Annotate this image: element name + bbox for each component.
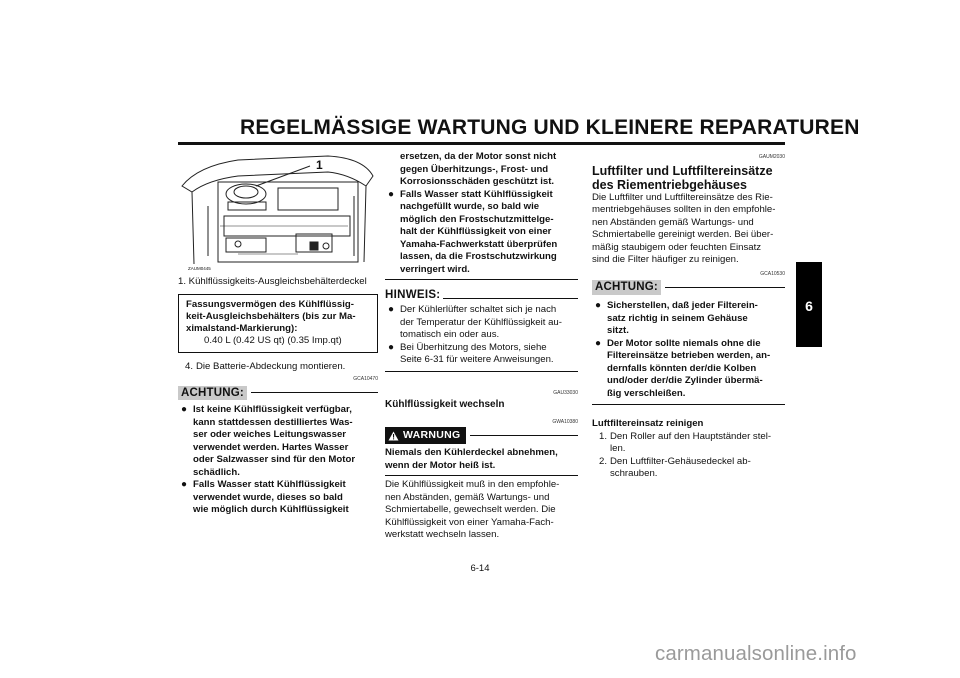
- text-line: Falls Wasser statt Kühlflüssigkeit: [193, 479, 346, 491]
- achtung-code: GCA10470: [353, 375, 378, 382]
- step-2: [592, 456, 785, 481]
- text-line: möglich den Frostschutzmittelge-: [400, 213, 554, 225]
- bullet-dot: ●: [181, 404, 188, 416]
- section-title-line-2: des Riementriebgehäuses: [592, 177, 747, 192]
- bullet-dot: ●: [388, 304, 395, 315]
- text-line: Den Roller auf den Hauptständer stel-: [610, 430, 772, 442]
- header-rule: [178, 142, 785, 145]
- achtung-continuation: [385, 151, 578, 189]
- hinweis-end-rule: [385, 371, 578, 372]
- text-line: Niemals den Kühlerdeckel abnehmen,: [385, 447, 558, 458]
- capacity-title-line-3: ximalstand-Markierung):: [186, 322, 298, 334]
- achtung-end-rule: [592, 404, 785, 405]
- achtung-label: ACHTUNG:: [592, 280, 661, 295]
- bullet-dot: ●: [388, 188, 395, 200]
- capacity-title-line-2: keit-Ausgleichsbehälters (bis zur Ma-: [186, 310, 356, 322]
- step-1: [592, 431, 785, 456]
- text-line: mentriebgehäuses sollten in den empfohle-: [592, 204, 776, 215]
- section-code: GAUM2030: [758, 154, 785, 160]
- warning-text: [385, 447, 578, 472]
- figure-coolant-reservoir: [178, 146, 378, 270]
- achtung-rule: [665, 287, 785, 288]
- text-line: Falls Wasser statt Kühlflüssigkeit: [400, 188, 553, 200]
- capacity-box: [178, 294, 378, 354]
- text-line: gegen Überhitzungs-, Frost- und: [400, 163, 549, 175]
- text-line: mäßig staubigem oder feuchten Einsatz: [592, 241, 762, 253]
- text-line: ersetzen, da der Motor sonst nicht: [400, 151, 557, 162]
- warning-triangle-icon: [388, 431, 399, 441]
- text-line: Der Motor sollte niemals ohne die: [607, 337, 761, 349]
- figure-callout-1: 1: [316, 158, 323, 172]
- figure-code: ZAUM0445: [188, 266, 211, 271]
- step-4-text: Die Batterie-Abdeckung montieren.: [196, 361, 346, 373]
- text-line: Ist keine Kühlflüssigkeit verfügbar,: [193, 404, 352, 416]
- text-line: oder Salzwasser sind für den Motor: [193, 454, 356, 466]
- text-line: schrauben.: [610, 468, 658, 479]
- text-line: kann stattdessen destilliertes Was-: [193, 416, 353, 428]
- text-line: Den Luftfilter-Gehäusedeckel ab-: [610, 455, 751, 467]
- text-line: wenn der Motor heiß ist.: [385, 459, 496, 471]
- bullet-dot: ●: [595, 337, 602, 349]
- coolant-reservoir-illustration: [178, 146, 378, 270]
- step-1-number: 1.: [599, 430, 608, 442]
- text-line: nachgefüllt wurde, so bald wie: [400, 201, 540, 212]
- text-line: Schmiertabelle gereinigt werden. Bei über-: [592, 229, 774, 240]
- achtung-heading: [178, 385, 378, 400]
- text-line: Sicherstellen, daß jeder Filterein-: [607, 300, 758, 311]
- column-2: [385, 151, 578, 542]
- column-1: [178, 146, 378, 517]
- figure-caption: 1. Kühlflüssigkeits-Ausgleichsbehälterdeckel: [178, 276, 367, 287]
- text-line: verwendet wurde, dieses so bald: [193, 491, 343, 503]
- achtung-end-rule: [385, 279, 578, 280]
- column-3: [592, 151, 785, 481]
- capacity-value: 0.40 L (0.42 US qt) (0.35 Imp.qt): [204, 335, 342, 347]
- text-line: werkstatt wechseln lassen.: [385, 529, 500, 540]
- step-4-number: 4.: [185, 361, 194, 373]
- chapter-tab-label: 6: [805, 298, 813, 314]
- section-title-line-1: Luftfilter und Luftfiltereinsätze: [592, 163, 773, 178]
- text-line: wie möglich durch Kühlflüssigkeit: [193, 504, 349, 516]
- text-line: sitzt.: [607, 325, 629, 336]
- text-line: nen Abständen gemäß Wartungs- und: [592, 216, 754, 228]
- text-line: verringert wird.: [400, 263, 470, 275]
- page-number: 6-14: [470, 563, 490, 574]
- hinweis-heading: [385, 287, 578, 301]
- warning-end-rule: [385, 475, 578, 476]
- text-line: dernfalls könnten der/die Kolben: [607, 362, 757, 374]
- coolant-change-body: [385, 479, 578, 542]
- bullet-dot: ●: [181, 479, 188, 491]
- page-title: REGELMÄSSIGE WARTUNG UND KLEINERE REPARATUREN: [240, 116, 860, 139]
- text-line: Kühlflüssigkeit von einer Yamaha-Fach-: [385, 516, 554, 528]
- text-line: schädlich.: [193, 466, 240, 478]
- warning-badge: [385, 427, 466, 444]
- step-2-number: 2.: [599, 455, 608, 467]
- hinweis-rule: [443, 298, 578, 299]
- hinweis-label: HINWEIS:: [385, 288, 441, 301]
- subheading: Luftfiltereinsatz reinigen: [592, 418, 704, 429]
- text-line: tomatisch ein oder aus.: [400, 329, 500, 340]
- achtung-bullet-1: [592, 300, 785, 338]
- text-line: Die Luftfilter und Luftfiltereinsätze des Rie-: [592, 191, 773, 203]
- achtung-bullet-2: [592, 338, 785, 401]
- text-line: verwendet werden. Hartes Wasser: [193, 441, 349, 453]
- text-line: Yamaha-Fachwerkstatt überprüfen: [400, 238, 558, 250]
- text-line: lassen, da die Frostschutzwirkung: [400, 251, 557, 262]
- text-line: satz richtig in seinem Gehäuse: [607, 312, 748, 324]
- warning-rule: [470, 435, 578, 436]
- bullet-dot: ●: [388, 341, 395, 353]
- section-title: [592, 164, 785, 192]
- watermark: carmanualsonline.info: [655, 642, 857, 665]
- text-line: der Temperatur der Kühlflüssigkeit au-: [400, 316, 562, 328]
- step-4: [178, 361, 378, 374]
- text-line: Seite 6-31 für weitere Anweisungen.: [400, 354, 554, 365]
- text-line: Schmiertabelle, gewechselt werden. Die: [385, 504, 556, 515]
- text-line: Der Kühlerlüfter schaltet sich je nach: [400, 304, 557, 315]
- warning-code: GWA10380: [552, 418, 578, 425]
- bullet-dot: ●: [595, 300, 602, 311]
- air-filter-body: [592, 192, 785, 267]
- text-line: ßig verschleißen.: [607, 387, 686, 399]
- achtung-label: ACHTUNG:: [178, 386, 247, 401]
- section-code: GAU33030: [553, 389, 578, 396]
- text-line: halt der Kühlflüssigkeit von einer: [400, 226, 552, 237]
- text-line: und/oder der/die Zylinder übermä-: [607, 375, 763, 386]
- warning-label: WARNUNG: [403, 429, 461, 442]
- text-line: Die Kühlflüssigkeit muß in den empfohle-: [385, 479, 560, 490]
- capacity-title-line-1: Fassungsvermögen des Kühlflüssig-: [186, 298, 354, 310]
- section-title: Kühlflüssigkeit wechseln: [385, 399, 505, 410]
- text-line: ser oder weiches Leitungswasser: [193, 429, 347, 441]
- text-line: sind die Filter häufiger zu reinigen.: [592, 254, 739, 265]
- chapter-tab: [796, 262, 822, 347]
- achtung-bullet-1: [178, 404, 378, 479]
- hinweis-bullet-2: [385, 342, 578, 367]
- warning-heading: [385, 428, 578, 443]
- achtung-code: GCA10530: [760, 270, 785, 277]
- achtung-bullet-3: [385, 189, 578, 277]
- text-line: Bei Überhitzung des Motors, siehe: [400, 341, 547, 353]
- text-line: nen Abständen, gemäß Wartungs- und: [385, 491, 550, 503]
- hinweis-bullet-1: [385, 304, 578, 342]
- achtung-heading: [592, 280, 785, 295]
- text-line: len.: [610, 443, 626, 454]
- text-line: Filtereinsätze betrieben werden, an-: [607, 350, 771, 361]
- achtung-bullet-2: [178, 479, 378, 517]
- achtung-rule: [251, 392, 378, 393]
- text-line: Korrosionsschäden geschützt ist.: [400, 176, 555, 187]
